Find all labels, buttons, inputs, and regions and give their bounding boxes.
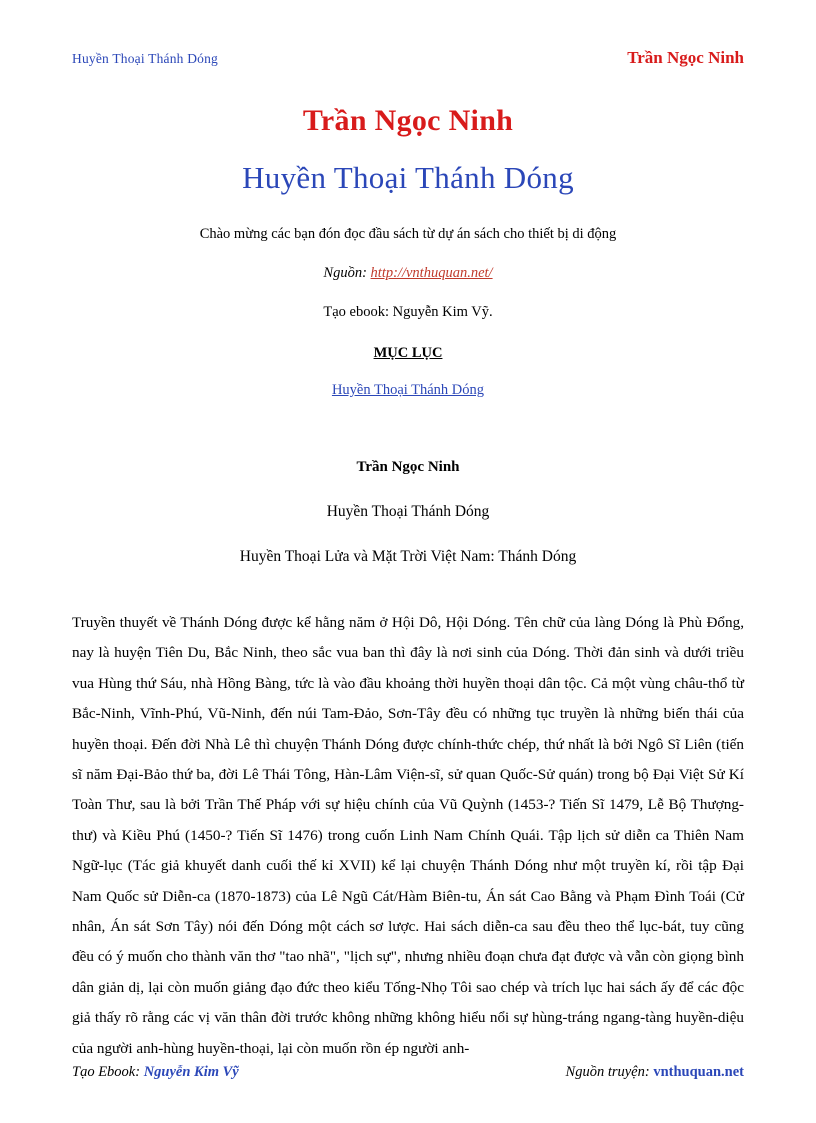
source-line [72, 265, 744, 282]
toc-entry [72, 382, 744, 399]
chapter-subtitle: Huyền Thoại Lửa và Mặt Trời Việt Nam: Thánh Dóng [239, 548, 577, 565]
ebook-creator-line: Tạo ebook: Nguyễn Kim Vỹ. [323, 304, 493, 320]
footer-left-label: Tạo Ebook: [72, 1064, 141, 1080]
source-label: Nguồn: [323, 265, 367, 281]
document-title: Huyền Thoại Thánh Dóng [242, 160, 574, 195]
page-footer [72, 1064, 744, 1081]
footer-right-site: vnthuquan.net [653, 1064, 744, 1080]
welcome-text: Chào mừng các bạn đón đọc đầu sách từ dự án sách cho thiết bị di động [199, 226, 617, 242]
footer-right-label: Nguồn truyện: [565, 1064, 650, 1080]
footer-right [566, 1064, 744, 1081]
body-paragraph: Truyền thuyết về Thánh Dóng được kể hằng năm ở Hội Dô, Hội Dóng. Tên chữ của làng Dóng là Phù Đổng, nay là huyện Tiên Du, Bắc Ninh, theo sắc vua ban thì đây là nơi sinh của Dóng. Thời đản sinh và dưới triều vua Hùng thứ Sáu, nhà Hồng Bàng, tức là vào đầu khoảng thời huyền thoại dân tộc. Cả một vùng châu-thổ từ Bắc-Ninh, Vĩnh-Phú, Vũ-Ninh, đến núi Tam-Đảo, Sơn-Tây đều có những tục truyền là những biến thái của huyền thoại. Đến đời Nhà Lê thì chuyện Thánh Dóng được chính-thức chép, thứ nhất là bởi Ngô Sĩ Liên (tiến sĩ năm Đại-Bảo thứ ba, đời Lê Thái Tông, Hàn-Lâm Viện-sĩ, sử quan Quốc-Sử quán) trong bộ Đại Việt Sử Kí Toàn Thư, sau là bởi Trần Thế Pháp với sự hiệu chính của Vũ Quỳnh (1453-? Tiến Sĩ 1479, Lễ Bộ Thượng-thư) và Kiều Phú (1450-? Tiến Sĩ 1476) trong cuốn Linh Nam Chính Quái. Tập lịch sử diễn ca Thiên Nam Ngữ-lục (Tác giả khuyết danh cuối thế kỉ XVII) kể lại chuyện Thánh Dóng như một truyền kí, rồi tập Đại Nam Quốc sử Diễn-ca (1870-1873) của Lê Ngũ Cát/Hàm Biên-tu, Án sát Cao Bằng và Phạm Đình Toái (Cử nhân, Án sát Sơn Tây) nói đến Dóng một cách sơ lược. Hai sách diễn-ca sau đều theo thể lục-bát, tuy cũng đều có ý muốn cho thành văn thơ "tao nhã", "lịch sự", nhưng nhiều đoạn chưa đạt được và vẫn còn giọng bình dân giản dị, lại còn muốn giảng đạo đức theo kiểu Tống-Nhọ Tôi sao chép và trích lục hai sách ấy để các độc giả thấy rõ rằng các vị văn thân đời trước không những không hiểu nổi sự hùng-tráng ngang-tàng huyền-diệu của người anh-hùng huyền-thoại, lại còn muốn rồn ép người anh- [72, 614, 744, 1057]
chapter-author: Trần Ngọc Ninh [356, 459, 460, 475]
footer-left [72, 1064, 239, 1081]
toc-link-chapter-1[interactable]: Huyền Thoại Thánh Dóng [331, 382, 485, 398]
running-header-right: Trần Ngọc Ninh [627, 48, 744, 67]
document-author: Trần Ngọc Ninh [302, 104, 514, 137]
source-link[interactable]: http://vnthuquan.net/ [370, 265, 493, 281]
chapter-title: Huyền Thoại Thánh Dóng [326, 503, 490, 520]
footer-left-name: Nguyễn Kim Vỹ [143, 1064, 239, 1080]
running-header-left: Huyền Thoại Thánh Dóng [72, 51, 219, 66]
toc-heading: MỤC LỤC [373, 345, 443, 361]
running-header [72, 48, 744, 74]
